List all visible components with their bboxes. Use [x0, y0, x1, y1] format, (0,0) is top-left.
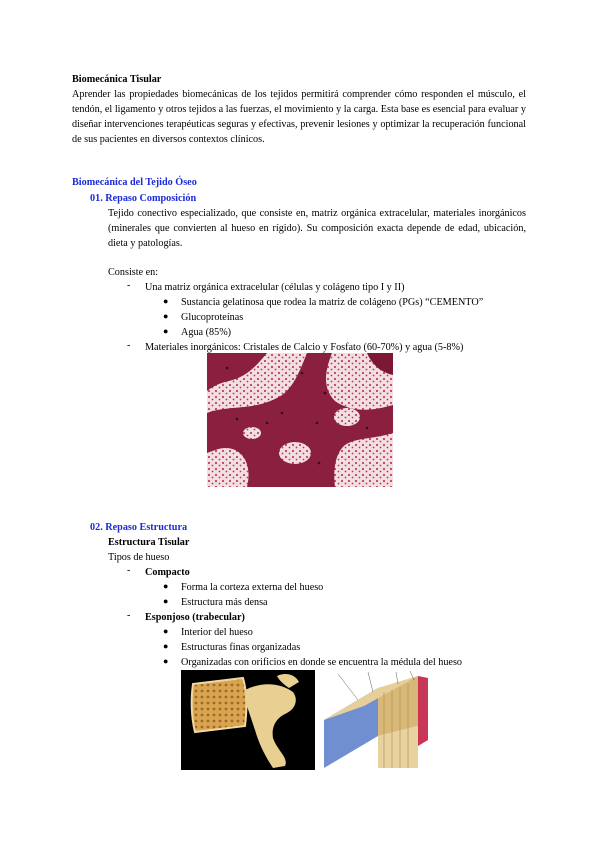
composicion-item-2: Materiales inorgánicos: Cristales de Calcio y Fosfato (60-70%) y agua (5-8%) [145, 342, 464, 353]
vertebra-photo [181, 670, 315, 770]
estructura-heading: 02. Repaso Estructura [90, 522, 188, 533]
estructura-subtitle: Estructura Tisular [108, 537, 190, 548]
intro-paragraph: Aprender las propiedades biomecánicas de los tejidos permitirá comprender cómo responden el músculo, el tendón, el ligamento y otros tejidos a las fuerzas, el movimiento y la carga. Esta base es esencial para evaluar y diseñar intervenciones terapéuticas seguras y efectivas, prevenir lesiones y optimizar la recuperación funcional de sus pacientes en diversos contextos clínicos. [72, 89, 526, 145]
composicion-heading: 01. Repaso Composición [90, 193, 197, 204]
bullet-marker: ● [163, 596, 169, 606]
dash-marker: - [127, 340, 131, 351]
tipos-label: Tipos de hueso [108, 552, 170, 563]
dash-marker: - [127, 565, 131, 576]
intro-title: Biomecánica Tisular [72, 74, 162, 85]
esponjoso-label: Esponjoso (trabecular) [145, 612, 245, 623]
bullet-marker: ● [163, 626, 169, 636]
compacto-item-1: Forma la corteza externa del hueso [181, 582, 324, 593]
compacto-item-2: Estructura más densa [181, 597, 268, 608]
composicion-sub-3: Agua (85%) [181, 327, 232, 338]
bone-histology-image [207, 353, 393, 487]
consiste-label: Consiste en: [108, 267, 159, 278]
composicion-item-1: Una matriz orgánica extracelular (células y colágeno tipo I y II) [145, 282, 405, 293]
bone-structure-diagram [318, 670, 432, 770]
esponjoso-item-1: Interior del hueso [181, 627, 253, 638]
composicion-sub-1: Sustancia gelatinosa que rodea la matriz de colágeno (PGs) “CEMENTO” [181, 297, 484, 308]
bullet-marker: ● [163, 326, 169, 336]
composicion-paragraph: Tejido conectivo especializado, que consiste en, matriz orgánica extracelular, materiales inorgánicos (minerales que convierten al hueso en rígido). Su composición exacta depende de edad, ubicación, dieta y patologías. [108, 208, 526, 249]
bullet-marker: ● [163, 296, 169, 306]
bullet-marker: ● [163, 656, 169, 666]
dash-marker: - [127, 280, 131, 291]
section-title: Biomecánica del Tejido Óseo [72, 177, 197, 188]
compacto-label: Compacto [145, 567, 190, 578]
bullet-marker: ● [163, 581, 169, 591]
bullet-marker: ● [163, 311, 169, 321]
dash-marker: - [127, 610, 131, 621]
esponjoso-item-3: Organizadas con orificios en donde se encuentra la médula del hueso [181, 657, 462, 668]
esponjoso-item-2: Estructuras finas organizadas [181, 642, 301, 653]
composicion-sub-2: Glucoproteínas [181, 312, 244, 323]
bullet-marker: ● [163, 641, 169, 651]
